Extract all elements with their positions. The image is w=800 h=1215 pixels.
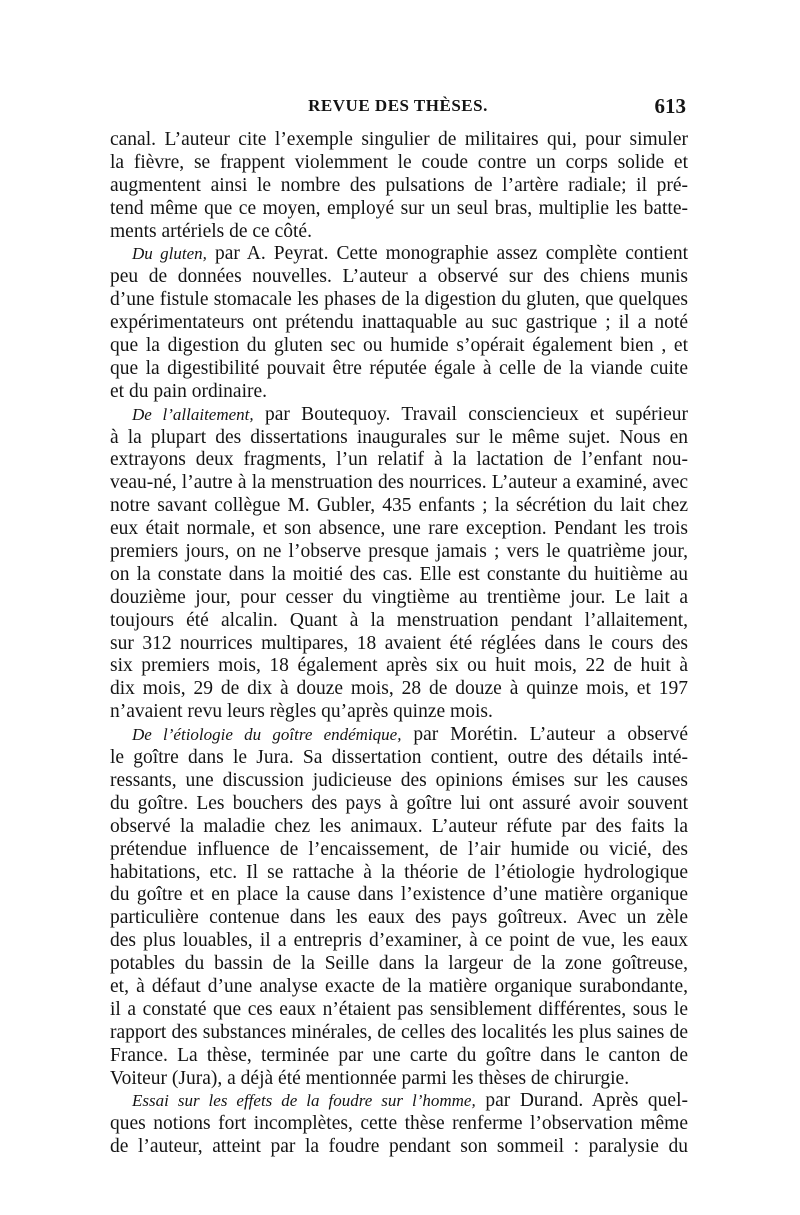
text-line: particulière contenue dans les eaux des pays goîtreux. Avec un zèle [110, 907, 688, 929]
text-line: il a constaté que ces eaux n’étaient pas sensiblement différentes, sous le [110, 998, 688, 1020]
text-line: n’avaient revu leurs règles qu’après quinze mois. [110, 701, 493, 723]
text-line: et du pain ordinaire. [110, 380, 268, 402]
text-line: tend même que ce moyen, employé sur un seul bras, multiplie les batte- [110, 197, 688, 219]
text-line: on la constate dans la moitié des cas. Elle est constante du huitième au [110, 563, 688, 585]
thesis-title: De l’étiologie du goître endémique, [132, 725, 402, 745]
text-line: la fièvre, se frappent violemment le coude contre un corps solide et [110, 151, 688, 173]
text-line: Voiteur (Jura), a déjà été mentionnée parmi les thèses de chirurgie. [110, 1067, 630, 1089]
text-line: dix mois, 29 de dix à douze mois, 28 de douze à quinze mois, et 197 [110, 678, 688, 700]
text-line [110, 724, 688, 747]
thesis-title: Essai sur les effets de la foudre sur l’homme, [132, 1091, 476, 1111]
text-line: expérimentateurs ont prétendu inattaquable au suc gastrique ; il a noté [110, 312, 688, 334]
text-run: par Boutequoy. Travail consciencieux et supérieur [264, 403, 688, 425]
text-line: que la digestibilité pouvait être réputée égale à celle de la viande cuite [110, 357, 688, 379]
text-line: eux était normale, et son absence, une rare exception. Pendant les trois [110, 518, 688, 540]
text-line: toujours été alcalin. Quant à la menstruation pendant l’allaitement, [110, 609, 688, 631]
text-line: du goître. Les bouchers des pays à goître lui ont assuré avoir souvent [110, 792, 688, 814]
text-line: ques notions fort incomplètes, cette thèse renferme l’observation même [110, 1113, 688, 1135]
page-number: 613 [654, 94, 686, 118]
text-line: potables du bassin de la Seille dans la largeur de la zone goîtreuse, [110, 953, 688, 975]
text-line: que la digestion du gluten sec ou humide s’opérait également bien , et [110, 335, 688, 357]
text-line [110, 243, 688, 266]
text-line: six premiers mois, 18 également après six ou huit mois, 22 de huit à [110, 655, 688, 677]
text-line: rapport des substances minérales, de celles des localités les plus saines de [110, 1021, 688, 1043]
text-line: France. La thèse, terminée par une carte du goître dans le canton de [110, 1044, 688, 1066]
text-line: extrayons deux fragments, l’un relatif à la lactation de l’enfant nou- [110, 449, 688, 471]
text-line: du goître et en place la cause dans l’existence d’une matière organique [110, 884, 688, 906]
text-line [110, 404, 688, 427]
text-line: à la plupart des dissertations inaugurales sur le même sujet. Nous en [110, 426, 688, 448]
text-line: veau-né, l’autre à la menstruation des nourrices. L’auteur a examiné, avec [110, 472, 688, 494]
thesis-title: Du gluten, [132, 244, 207, 264]
page-header [110, 96, 686, 126]
text-line: observé la maladie chez les animaux. L’auteur réfute par des faits la [110, 815, 688, 837]
text-line: augmentent ainsi le nombre des pulsations de l’artère radiale; il pré- [110, 174, 688, 196]
text-line: peu de données nouvelles. L’auteur a observé sur des chiens munis [110, 266, 688, 288]
text-line: premiers jours, on ne l’observe presque jamais ; vers le quatrième jour, [110, 541, 688, 563]
text-line: sur 312 nourrices multipares, 18 avaient été réglées dans le cours des [110, 632, 688, 654]
text-line: prétendue influence de l’encaissement, de l’air humide ou vicié, des [110, 838, 688, 860]
text-run: par Durand. Après quel- [485, 1090, 688, 1112]
text-line: habitations, etc. Il se rattache à la théorie de l’étiologie hydrologique [110, 861, 688, 883]
text-line: ments artériels de ce côté. [110, 220, 312, 242]
body-text [110, 129, 688, 1159]
text-line: le goître dans le Jura. Sa dissertation contient, outre des détails inté- [110, 747, 688, 769]
text-line: notre savant collègue M. Gubler, 435 enfants ; la sécrétion du lait chez [110, 495, 688, 517]
text-line: ressants, une discussion judicieuse des opinions émises sur les causes [110, 769, 688, 791]
text-line: douzième jour, pour cesser du vingtième au trentième jour. Le lait a [110, 586, 688, 608]
text-line: d’une fistule stomacale les phases de la digestion du gluten, que quelques [110, 289, 688, 311]
text-run: par A. Peyrat. Cette monographie assez complète contient [214, 243, 688, 265]
text-line: des plus louables, il a entrepris d’examiner, à ce point de vue, les eaux [110, 930, 688, 952]
thesis-title: De l’allaitement, [132, 404, 254, 424]
text-line: de l’auteur, atteint par la foudre pendant son sommeil : paralysie du [110, 1136, 688, 1158]
text-line: canal. L’auteur cite l’exemple singulier de militaires qui, pour simuler [110, 129, 688, 150]
text-line: et, à défaut d’une analyse exacte de la matière organique surabondante, [110, 975, 688, 997]
text-line [110, 1090, 688, 1113]
running-title: REVUE DES THÈSES. [308, 96, 488, 115]
text-run: par Morétin. L’auteur a observé [413, 724, 688, 746]
